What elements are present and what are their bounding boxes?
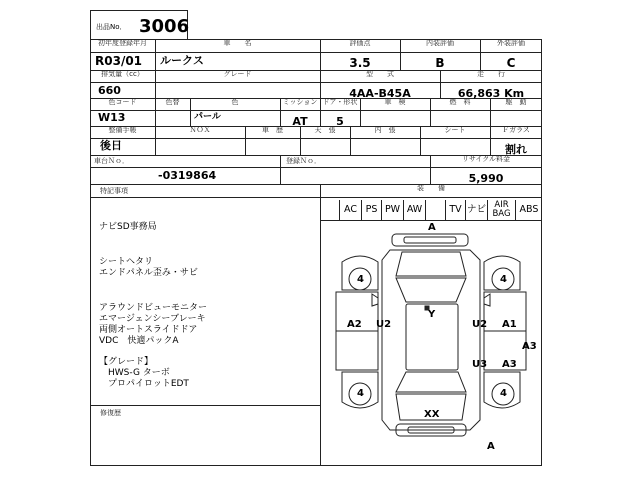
service-book-value: 後日: [100, 139, 122, 152]
mark-left-front-fender: A2: [347, 319, 362, 330]
headliner-label: 天 張: [314, 126, 336, 134]
notes-line: 両側オートスライドドア: [99, 325, 198, 335]
mark-rear: XX: [424, 409, 440, 420]
equipment-aw: AW: [404, 200, 426, 220]
equipment-navi: ナビ: [466, 200, 488, 220]
mark-tire-rear-right: 4: [500, 388, 507, 399]
front-bumper-shape: [392, 234, 468, 246]
fuel-label: 燃 料: [449, 98, 471, 106]
score-label: 評価点: [349, 39, 371, 47]
color-code-label: 色コード: [108, 98, 137, 106]
car-name-label: 車 名: [223, 39, 252, 47]
nox-label: ＮＯＸ: [189, 126, 211, 134]
grade-label: グレード: [223, 70, 252, 78]
mark-roof: Y: [428, 309, 436, 320]
recycle-fee-label: リサイクル料金: [461, 155, 511, 163]
equipment-tv: TV: [446, 200, 466, 220]
drive-label: 駆 動: [505, 98, 527, 106]
notes-line: エンドパネル歪み・サビ: [99, 268, 198, 278]
color-code-value: W13: [98, 111, 126, 124]
mark-front: A: [428, 222, 436, 233]
notes-line: エマージェンシーブレーキ: [99, 314, 206, 324]
equipment-pw: PW: [382, 200, 404, 220]
first-registration-value: R03/01: [95, 54, 143, 68]
displacement-value: 660: [98, 84, 121, 97]
interior-trim-label: 内 張: [374, 126, 396, 134]
mark-right-front-fender: A1: [502, 319, 517, 330]
doors-label: ドア・形状: [322, 98, 358, 106]
interior-grade-label: 内装評価: [426, 39, 454, 47]
equipment-blank: [320, 200, 340, 220]
equipment-ac: AC: [340, 200, 362, 220]
car-name-value: ルークス: [160, 54, 204, 67]
mark-right-rear-door: U3: [472, 359, 488, 370]
mark-right-rear-fender: A3: [502, 359, 517, 370]
displacement-label: 排気量（cc）: [101, 70, 144, 78]
lot-number-box: [90, 10, 188, 40]
color-label: 色: [231, 98, 239, 106]
inspection-label: 車 検: [384, 98, 406, 106]
service-book-label: 整備手帳: [108, 126, 137, 134]
first-registration-label: 初年度登録年月: [98, 39, 147, 47]
model-code-label: 型 式: [366, 70, 394, 78]
transmission-value: AT: [292, 115, 308, 128]
lot-label: 出品No．: [96, 23, 127, 31]
equipment-ps: PS: [362, 200, 382, 220]
notes-line: シートヘタリ: [99, 257, 154, 267]
recycle-fee-value: 5,990: [468, 172, 504, 185]
chassis-number-label: 車台Ｎｏ．: [94, 157, 129, 165]
mark-right-side: A3: [522, 341, 537, 352]
color-change-label: 色替: [165, 98, 180, 106]
mark-tire-rear-left: 4: [357, 388, 364, 399]
windshield-value: 割れ: [505, 143, 527, 156]
notes-line: ナビSD事務局: [99, 222, 157, 232]
transmission-label: ミッション: [282, 98, 318, 106]
exterior-grade-label: 外装評価: [497, 39, 525, 47]
windshield-label: Ｆガラス: [502, 126, 530, 134]
mark-right-front-door: U2: [472, 319, 488, 330]
equipment-abs: ABS: [519, 204, 539, 215]
notes-line: アラウンドビューモニター: [99, 303, 208, 313]
equipment-label: 装 備: [417, 184, 445, 192]
equipment-airbag: AIR BAG: [488, 200, 516, 220]
seat-label: シート: [444, 126, 466, 134]
repair-history-label: 修復歴: [100, 409, 121, 417]
registration-number-label: 登録Ｎｏ．: [286, 157, 321, 165]
model-code-value: 4AA-B45A: [349, 87, 411, 100]
interior-grade-value: B: [435, 56, 445, 70]
mark-rear-bumper: A: [487, 441, 495, 452]
equipment-blank-2: [426, 200, 446, 220]
mark-left-front-door: U2: [376, 319, 392, 330]
notes-label: 特記事項: [100, 187, 128, 195]
mileage-value: 66,863 Km: [457, 87, 525, 100]
exterior-grade-value: C: [506, 56, 516, 70]
doors-value: 5: [336, 115, 344, 128]
score-value: 3.5: [349, 56, 371, 70]
hood-shape: [396, 252, 466, 276]
notes-line: VDC 快適パックA: [99, 336, 179, 346]
vehicle-history-label: 車 歴: [262, 126, 283, 134]
chassis-number-value: -0319864: [158, 169, 217, 182]
mark-tire-front-left: 4: [357, 274, 364, 285]
color-value: パール: [194, 112, 221, 122]
notes-line: 【グレード】: [99, 357, 154, 367]
lot-number: 3006: [139, 16, 190, 37]
mark-tire-front-right: 4: [500, 274, 507, 285]
mileage-label: 走 行: [477, 70, 505, 78]
notes-line: プロパイロットEDT: [99, 379, 189, 389]
car-diagram: [320, 220, 542, 466]
notes-line: HWS-G ターボ: [99, 368, 170, 378]
